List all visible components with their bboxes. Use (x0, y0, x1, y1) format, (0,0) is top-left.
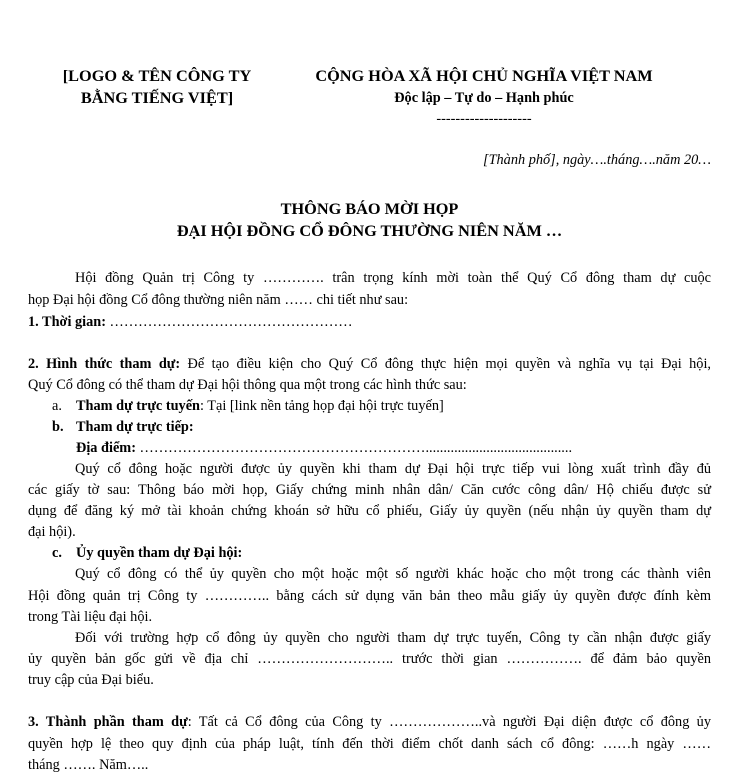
section1-value: …………………………………………… (105, 314, 353, 330)
item-b-para-line1: Quý cổ đông hoặc người được ủy quyền khi tham dự Đại hội trực tiếp vui lòng xuất trình đầy đủ (75, 461, 711, 477)
date-line: [Thành phố], ngày….tháng….năm 20… (483, 152, 711, 168)
item-c-para-line1: Quý cổ đông có thể ủy quyền cho một hoặc một số người khác hoặc cho một trong các thành viên (75, 566, 711, 582)
item-b-para-line3: dụng để đăng ký mở tài khoản chứng khoán sở hữu cổ phiếu, Giấy ủy quyền (nếu nhận ủy quyền tham dự (28, 503, 711, 519)
item-b-place-value: ……………………………………………………......................................... (135, 440, 573, 456)
company-logo-name-block (28, 65, 286, 109)
section3-line2: quyền hợp lệ theo quy định của pháp luật, tính đến thời điểm chốt danh sách cổ đông: ……h ngày …… (28, 736, 711, 752)
section2-line2: Quý Cổ đông có thể tham dự Đại hội thông qua một trong các hình thức sau: (28, 377, 467, 393)
item-b-para-line4: đại hội). (28, 524, 76, 540)
national-motto: Độc lập – Tự do – Hạnh phúc (394, 90, 574, 106)
document-title (28, 198, 711, 242)
item-c-marker: c. (52, 545, 62, 561)
section2-text1: Để tạo điều kiện cho Quý Cổ đông thực hiện mọi quyền và nghĩa vụ tại Đại hội, (180, 356, 711, 372)
section3-text1: : Tất cả Cổ đông của Công ty ………………..và người Đại diện được cổ đông ủy (187, 714, 711, 730)
section2-heading: 2. Hình thức tham dự: (28, 356, 181, 372)
item-c-para2-line1: Đối với trường hợp cổ đông ủy quyền cho người tham dự trực tuyến, Công ty cần nhận được giấy (75, 630, 711, 646)
item-a-online (76, 396, 444, 416)
item-c-para-line3: trong Tài liệu đại hội. (28, 609, 153, 625)
item-b-place (76, 438, 572, 458)
section1-time (28, 312, 711, 332)
title-line2: ĐẠI HỘI ĐỒNG CỔ ĐÔNG THƯỜNG NIÊN NĂM … (176, 221, 563, 240)
item-b-place-label: Địa điểm: (76, 440, 136, 456)
intro-line1: Hội đồng Quản trị Công ty …………. trân trọng kính mời toàn thể Quý Cổ đông tham dự cuộc (75, 270, 711, 286)
national-title: CỘNG HÒA XÃ HỘI CHỦ NGHĨA VIỆT NAM (315, 66, 653, 85)
section2-line1 (28, 354, 711, 374)
item-b-label: Tham dự trực tiếp: (76, 419, 194, 435)
item-c-para-line2: Hội đồng quản trị Công ty ………….. bằng cách sử dụng văn bản theo mẫu giấy ủy quyền được đính kèm (28, 588, 711, 604)
company-name-line2: BẰNG TIẾNG VIỆT] (80, 88, 234, 107)
section3-line3: tháng ……. Năm….. (28, 757, 149, 773)
national-heading-block (296, 65, 672, 129)
section1-heading: 1. Thời gian: (28, 314, 106, 330)
company-name-line1: [LOGO & TÊN CÔNG TY (62, 66, 252, 85)
item-a-marker: a. (52, 398, 62, 414)
section3-line1 (28, 712, 711, 732)
item-c-para2-line3: truy cập của Đại biểu. (28, 672, 154, 688)
section3-heading: 3. Thành phần tham dự (28, 714, 188, 730)
item-c-para2-line2: ủy quyền bản gốc gửi về địa chỉ ……………………….. trước thời gian ……………. để đảm bảo quyền (28, 651, 711, 667)
item-b-marker: b. (52, 419, 64, 435)
title-line1: THÔNG BÁO MỜI HỌP (280, 199, 459, 218)
intro-line2: họp Đại hội đồng Cổ đông thường niên năm …… chi tiết như sau: (28, 292, 409, 308)
item-a-label: Tham dự trực tuyến (76, 398, 200, 414)
item-a-text: : Tại [link nền tảng họp đại hội trực tuyến] (200, 398, 444, 414)
item-b-para-line2: các giấy tờ sau: Thông báo mời họp, Giấy chứng minh nhân dân/ Căn cước công dân/ Hộ chiếu được sử (28, 482, 711, 498)
item-c-label: Ủy quyền tham dự Đại hội: (76, 545, 243, 561)
national-divider: -------------------- (436, 111, 532, 127)
